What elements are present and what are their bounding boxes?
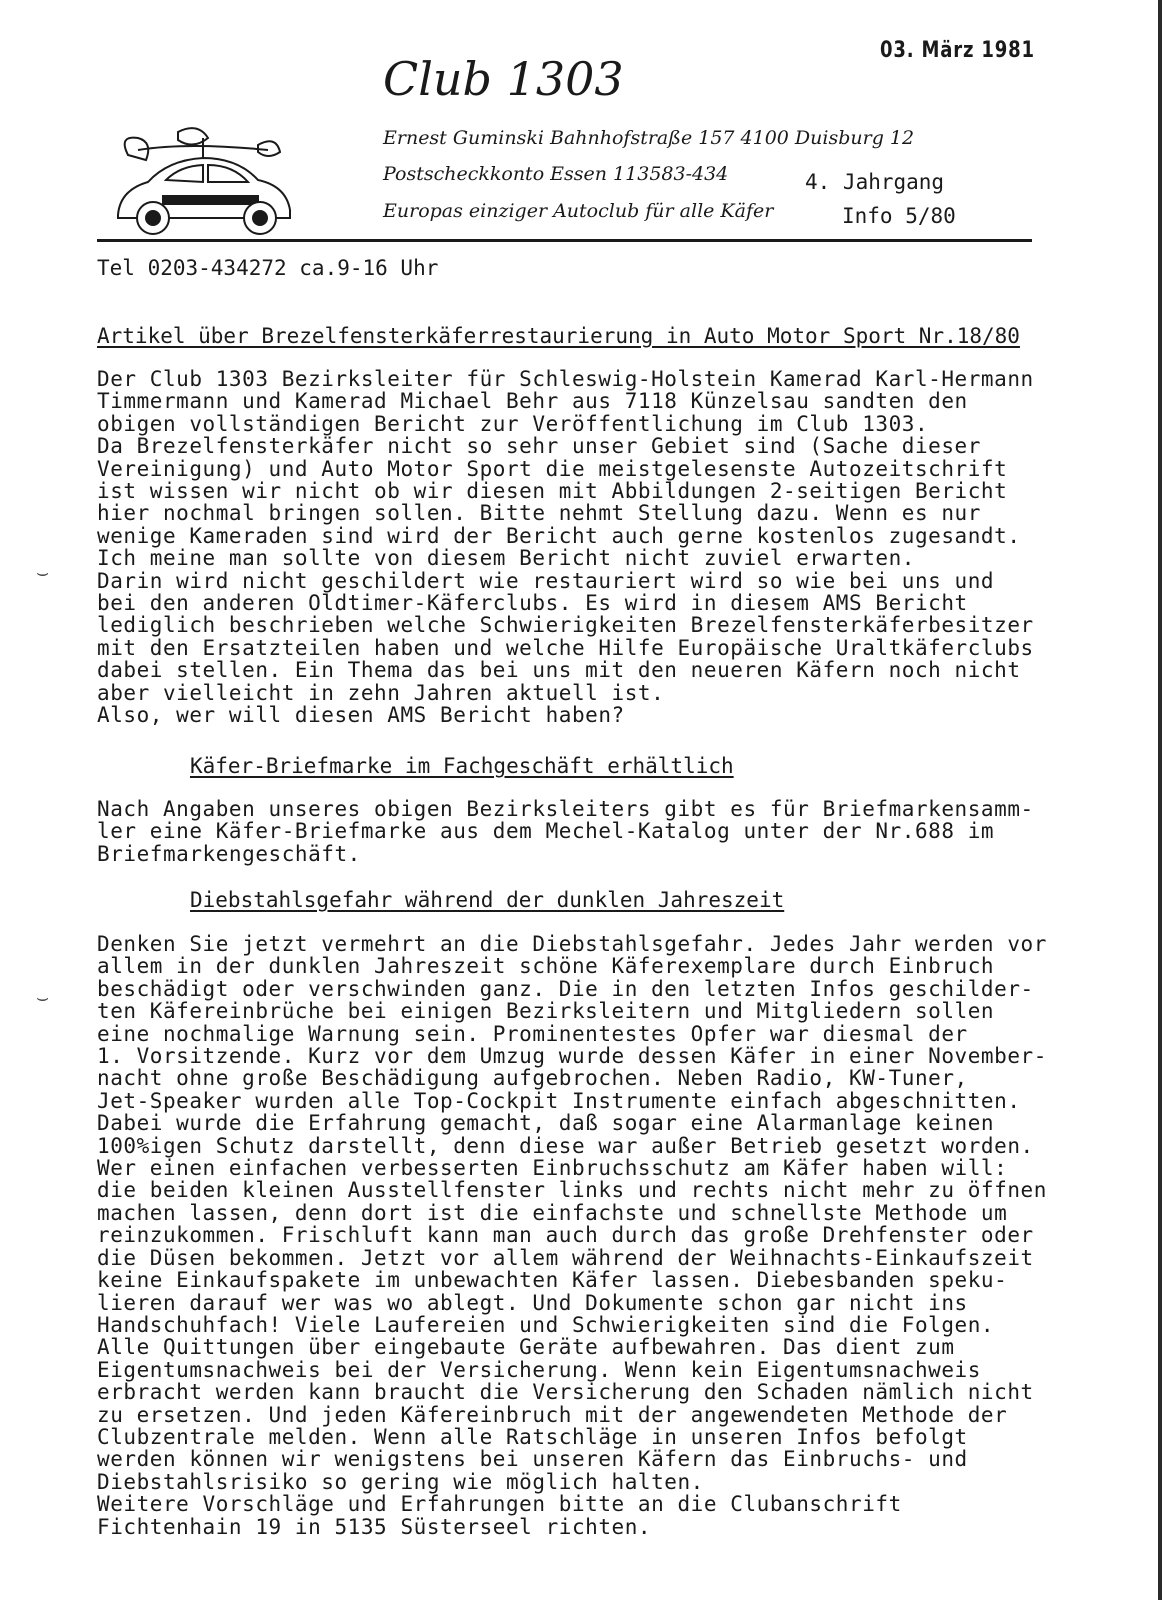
section-heading-article: Artikel über Brezelfensterkäferrestaurierung in Auto Motor Sport Nr.18/80 [97,324,1020,348]
issue-label: Info 5/80 [842,204,956,228]
year-label: 4. Jahrgang [805,170,945,194]
header-rule [97,239,1032,242]
section-heading-theft: Diebstahlsgefahr während der dunklen Jahreszeit [190,888,785,912]
address-line: Ernest Guminski Bahnhofstraße 157 4100 Duisburg 12 [383,127,915,149]
margin-mark: ⌣ [36,560,50,584]
account-line: Postscheckkonto Essen 113583-434 [383,163,729,185]
section-body-stamp: Nach Angaben unseres obigen Bezirksleiters gibt es für Briefmarkensamm- ler eine Käfer-Briefmarke aus dem Mechel-Katalog unter der Nr.688 im Briefmarkengeschäft. [97,797,1034,866]
date-stamp: 03. März 1981 [880,38,1035,63]
margin-mark: ⌣ [36,985,50,1009]
scan-edge [1158,0,1162,1600]
slogan-line: Europas einziger Autoclub für alle Käfer [383,200,774,222]
section-body-theft: Denken Sie jetzt vermehrt an die Diebstahlsgefahr. Jedes Jahr werden vor allem in der dunklen Jahreszeit schöne Käferexemplare durch Einbruch beschädigt oder verschwinden ganz. Die in den letzten Infos geschilder- ten Käfereinbrüche bei einigen Bezirksleitern und Mitgliedern sollen eine nochmalige Warnung sein. Prominentestes Opfer war diesmal der 1. Vorsitzende. Kurz vor dem Umzug wurde dessen Käfer in einer November- nacht ohne große Beschädigung aufgebrochen. Neben Radio, KW-Tuner, Jet-Speaker wurden alle Top-Cockpit Instrumente einfach abgeschnitten. Dabei wurde die Erfahrung gemacht, daß sogar eine Alarmanlage keinen 100%igen Schutz darstellt, denn diese war außer Betrieb gesetzt worden. Wer einen einfachen verbesserten Einbruchsschutz am Käfer haben will: die beiden kleinen Ausstellfenster links und rechts nicht mehr zu öffnen machen lassen, denn dort ist die einfachste und schnellste Methode um reinzukommen. Frischluft kann man auch durch das große Drehfenster oder die Düsen bekommen. Jetzt vor allem während der Weihnachts-Einkaufszeit keine Einkaufspakete im unbewachten Käfer lassen. Diebesbanden speku- lieren darauf wer was wo ablegt. Und Dokumente schon gar nicht ins Handschuhfach! Viele Laufereien und Schwierigkeiten sind die Folgen. Alle Quittungen über eingebaute Geräte aufbewahren. Das dient zum Eigentumsnachweis bei der Versicherung. Wenn kein Eigentumsnachweis erbracht werden kann braucht die Versicherung den Schaden nämlich nicht zu ersetzen. Und jeden Käfereinbruch mit der angewendeten Methode der Clubzentrale melden. Wenn alle Ratschläge in unseren Infos befolgt werden können wir wenigstens bei unseren Käfern das Einbruchs- und Diebstahlsrisiko so gering wie möglich halten. Weitere Vorschläge und Erfahrungen bitte an die Clubanschrift Fichtenhain 19 in 5135 Süsterseel richten. [97,932,1047,1539]
club-title: Club 1303 [383,52,624,106]
beetle-car-illustration [108,120,308,240]
phone-line: Tel 0203-434272 ca.9-16 Uhr [97,256,439,280]
section-body-article: Der Club 1303 Bezirksleiter für Schleswig-Holstein Kamerad Karl-Hermann Timmermann und Kamerad Michael Behr aus 7118 Künzelsau sandten den obigen vollständigen Bericht zur Veröffentlichung im Club 1303. Da Brezelfensterkäfer nicht so sehr unser Gebiet sind (Sache dieser Vereinigung) und Auto Motor Sport die meistgelesenste Autozeitschrift ist wissen wir nicht ob wir diesen mit Abbildungen 2-seitigen Bericht hier nochmal bringen sollen. Bitte nehmt Stellung dazu. Wenn es nur wenige Kameraden sind wird der Bericht auch gerne kostenlos zugesandt. Ich meine man sollte von diesem Bericht nicht zuviel erwarten. Darin wird nicht geschildert wie restauriert wird so wie bei uns und bei den anderen Oldtimer-Käferclubs. Es wird in diesem AMS Bericht lediglich beschrieben welche Schwierigkeiten Brezelfensterkäferbesitzer mit den Ersatzteilen haben und welche Hilfe Europäische Uraltkäferclubs dabei stellen. Ein Thema das bei uns mit den neueren Käfern noch nicht aber vielleicht in zehn Jahren aktuell ist. Also, wer will diesen AMS Bericht haben? [97,367,1034,728]
section-heading-stamp: Käfer-Briefmarke im Fachgeschäft erhältlich [190,754,734,778]
